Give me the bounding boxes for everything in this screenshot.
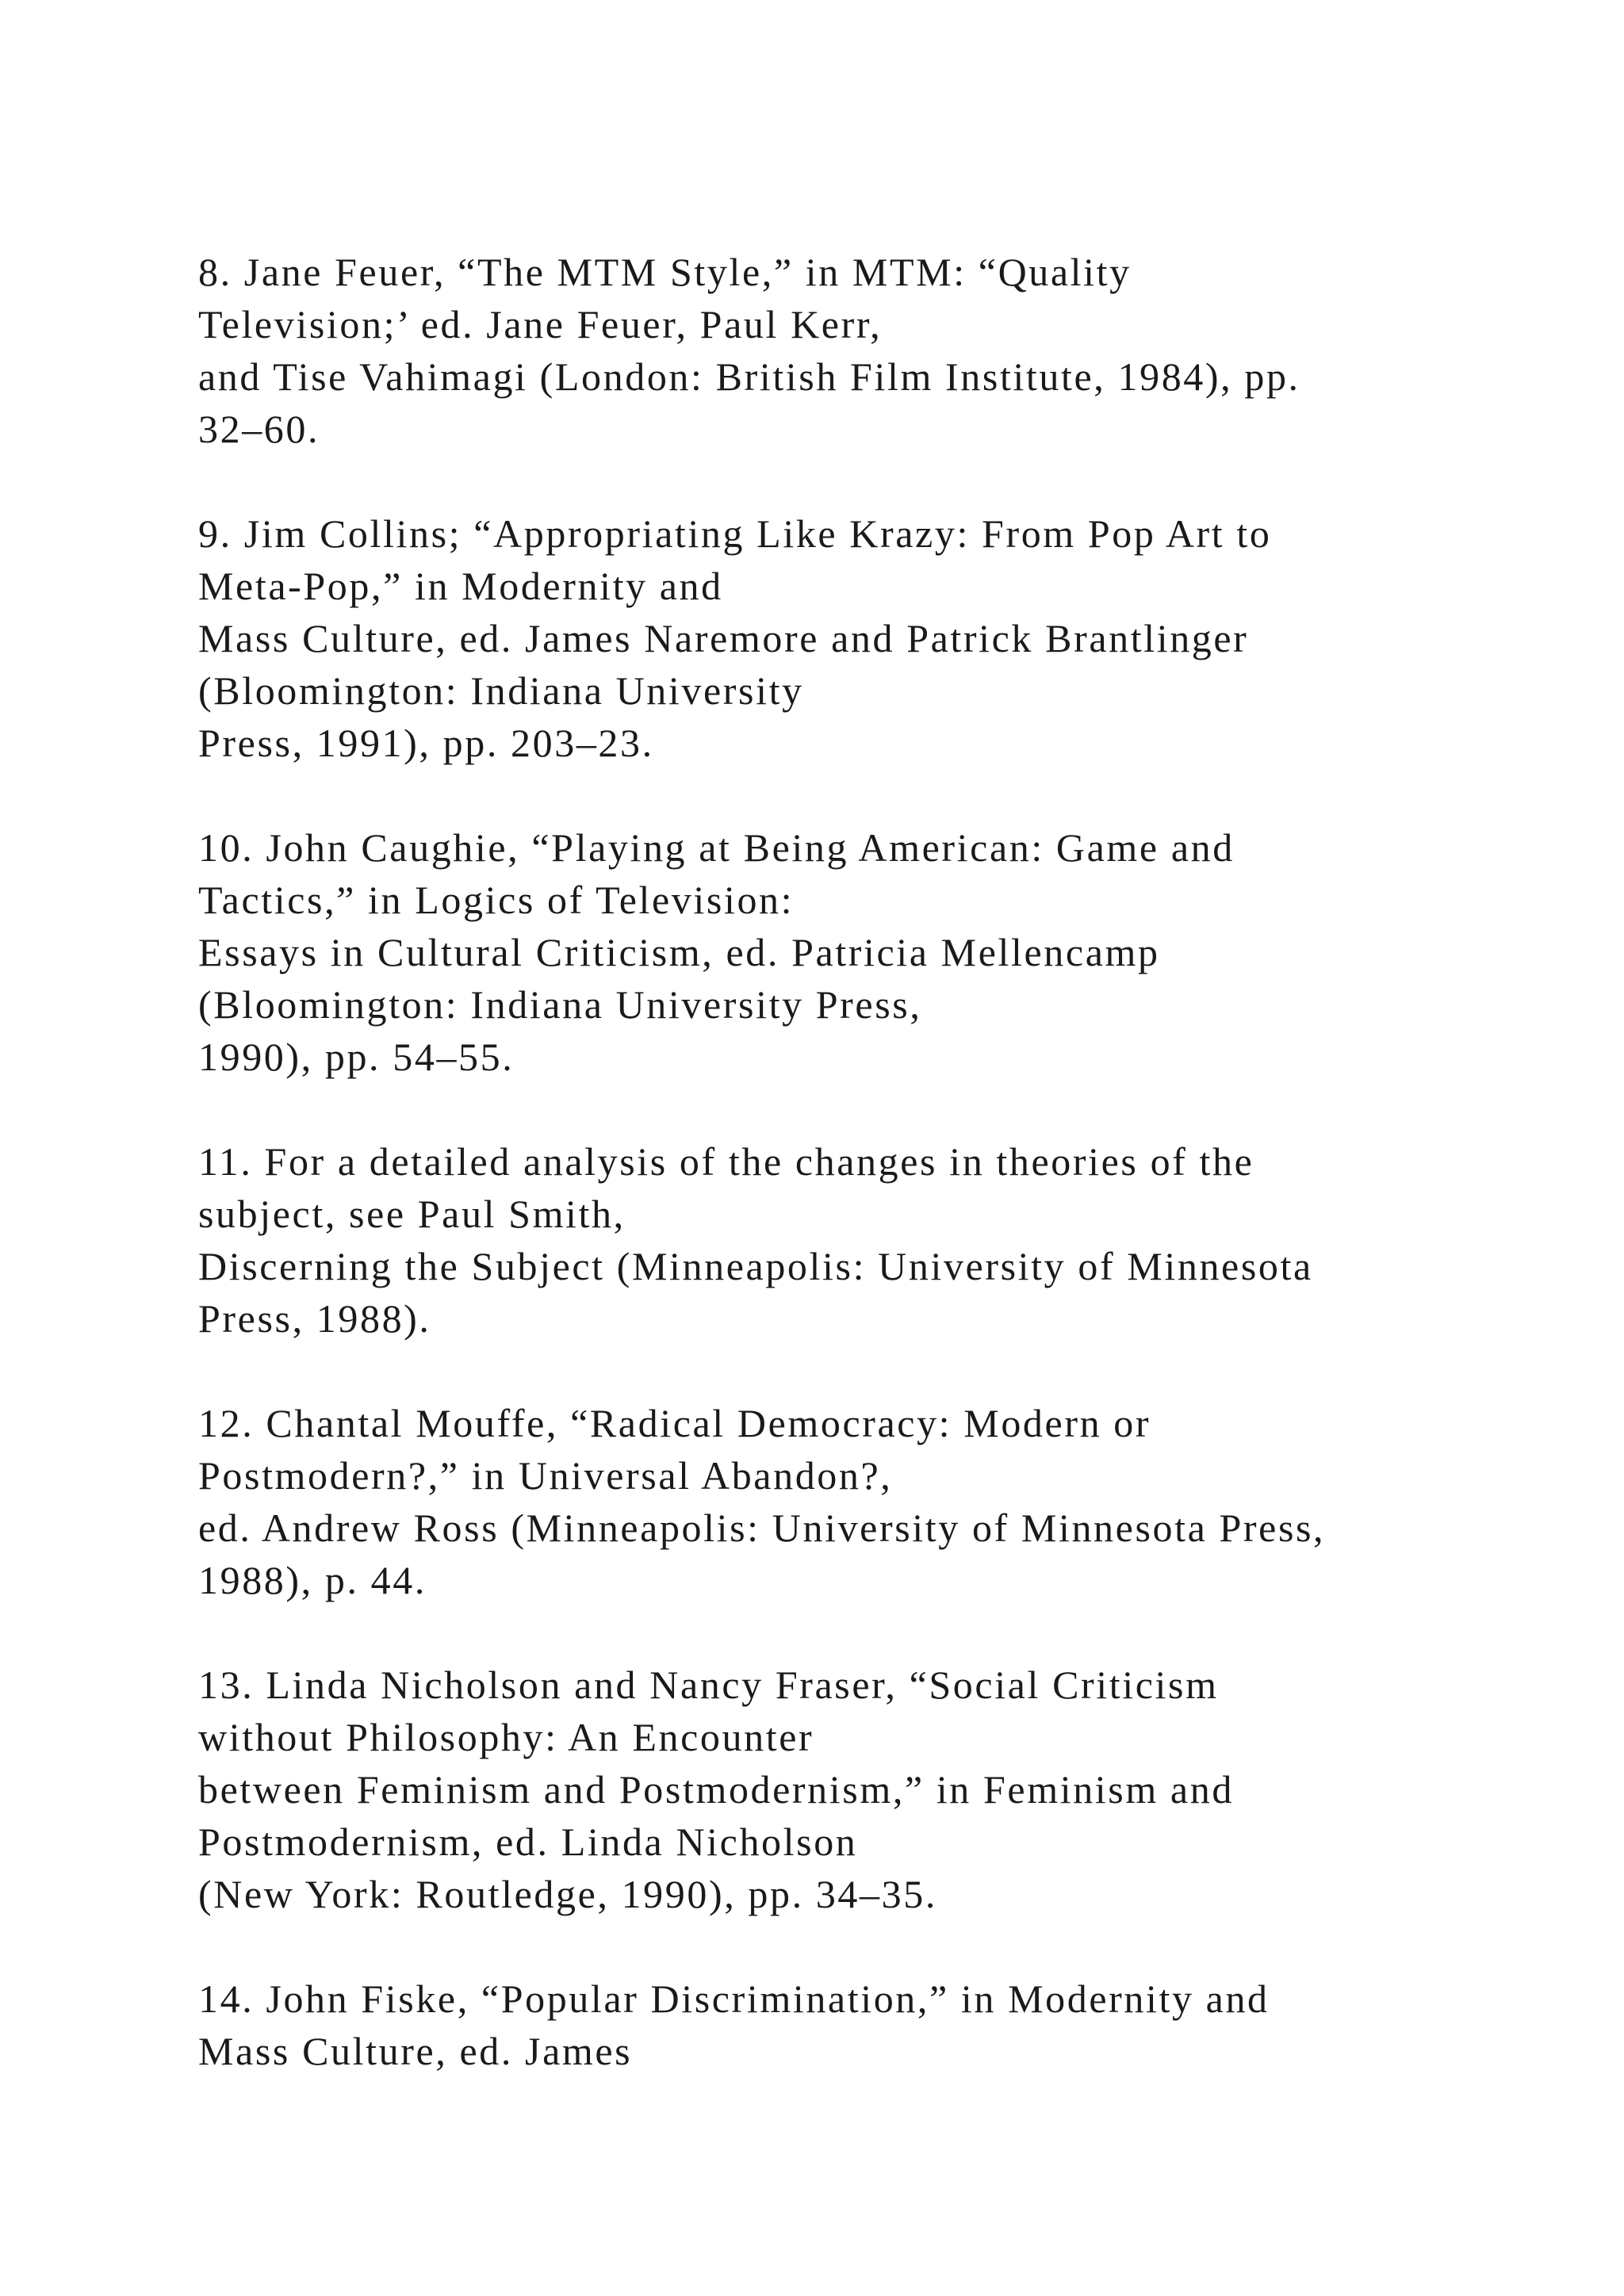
note-line: 10. John Caughie, “Playing at Being American: Game and bbox=[198, 825, 1235, 870]
note-line: (New York: Routledge, 1990), pp. 34–35. bbox=[198, 1872, 937, 1916]
note-line: 14. John Fiske, “Popular Discrimination,” in Modernity and bbox=[198, 1976, 1270, 2021]
endnote-14 bbox=[198, 1973, 1467, 2077]
note-line: 9. Jim Collins; “Appropriating Like Krazy: From Pop Art to bbox=[198, 511, 1272, 556]
note-line: (Bloomington: Indiana University Press, bbox=[198, 982, 922, 1027]
note-line: 11. For a detailed analysis of the changes in theories of the bbox=[198, 1139, 1254, 1184]
note-line: Postmodern?,” in Universal Abandon?, bbox=[198, 1453, 893, 1498]
note-line: and Tise Vahimagi (London: British Film Institute, 1984), pp. bbox=[198, 354, 1300, 399]
note-line: Press, 1991), pp. 203–23. bbox=[198, 721, 654, 765]
endnotes-list bbox=[198, 246, 1467, 2130]
endnote-8 bbox=[198, 246, 1467, 455]
note-line: 12. Chantal Mouffe, “Radical Democracy: Modern or bbox=[198, 1401, 1151, 1445]
note-line: subject, see Paul Smith, bbox=[198, 1192, 626, 1236]
note-line: 1988), p. 44. bbox=[198, 1558, 427, 1602]
endnote-11 bbox=[198, 1135, 1467, 1345]
endnote-9 bbox=[198, 507, 1467, 769]
note-line: without Philosophy: An Encounter bbox=[198, 1715, 814, 1759]
note-line: Tactics,” in Logics of Television: bbox=[198, 878, 795, 922]
note-line: 13. Linda Nicholson and Nancy Fraser, “Social Criticism bbox=[198, 1663, 1219, 1707]
endnote-10 bbox=[198, 821, 1467, 1083]
note-line: 8. Jane Feuer, “The MTM Style,” in MTM: “Quality bbox=[198, 250, 1132, 294]
note-line: Press, 1988). bbox=[198, 1296, 431, 1341]
note-line: Mass Culture, ed. James bbox=[198, 2029, 633, 2073]
note-line: (Bloomington: Indiana University bbox=[198, 668, 804, 713]
note-line: Postmodernism, ed. Linda Nicholson bbox=[198, 1820, 858, 1864]
note-line: ed. Andrew Ross (Minneapolis: University of Minnesota Press, bbox=[198, 1506, 1326, 1550]
note-line: Television;’ ed. Jane Feuer, Paul Kerr, bbox=[198, 302, 883, 346]
note-line: Discerning the Subject (Minneapolis: University of Minnesota bbox=[198, 1244, 1313, 1288]
note-line: Essays in Cultural Criticism, ed. Patricia Mellencamp bbox=[198, 930, 1160, 974]
note-line: 1990), pp. 54–55. bbox=[198, 1035, 515, 1079]
note-line: 32–60. bbox=[198, 407, 320, 451]
note-line: Mass Culture, ed. James Naremore and Patrick Brantlinger bbox=[198, 616, 1249, 660]
note-line: Meta-Pop,” in Modernity and bbox=[198, 564, 723, 608]
endnote-13 bbox=[198, 1659, 1467, 1920]
endnote-12 bbox=[198, 1397, 1467, 1606]
note-line: between Feminism and Postmodernism,” in Feminism and bbox=[198, 1767, 1234, 1812]
